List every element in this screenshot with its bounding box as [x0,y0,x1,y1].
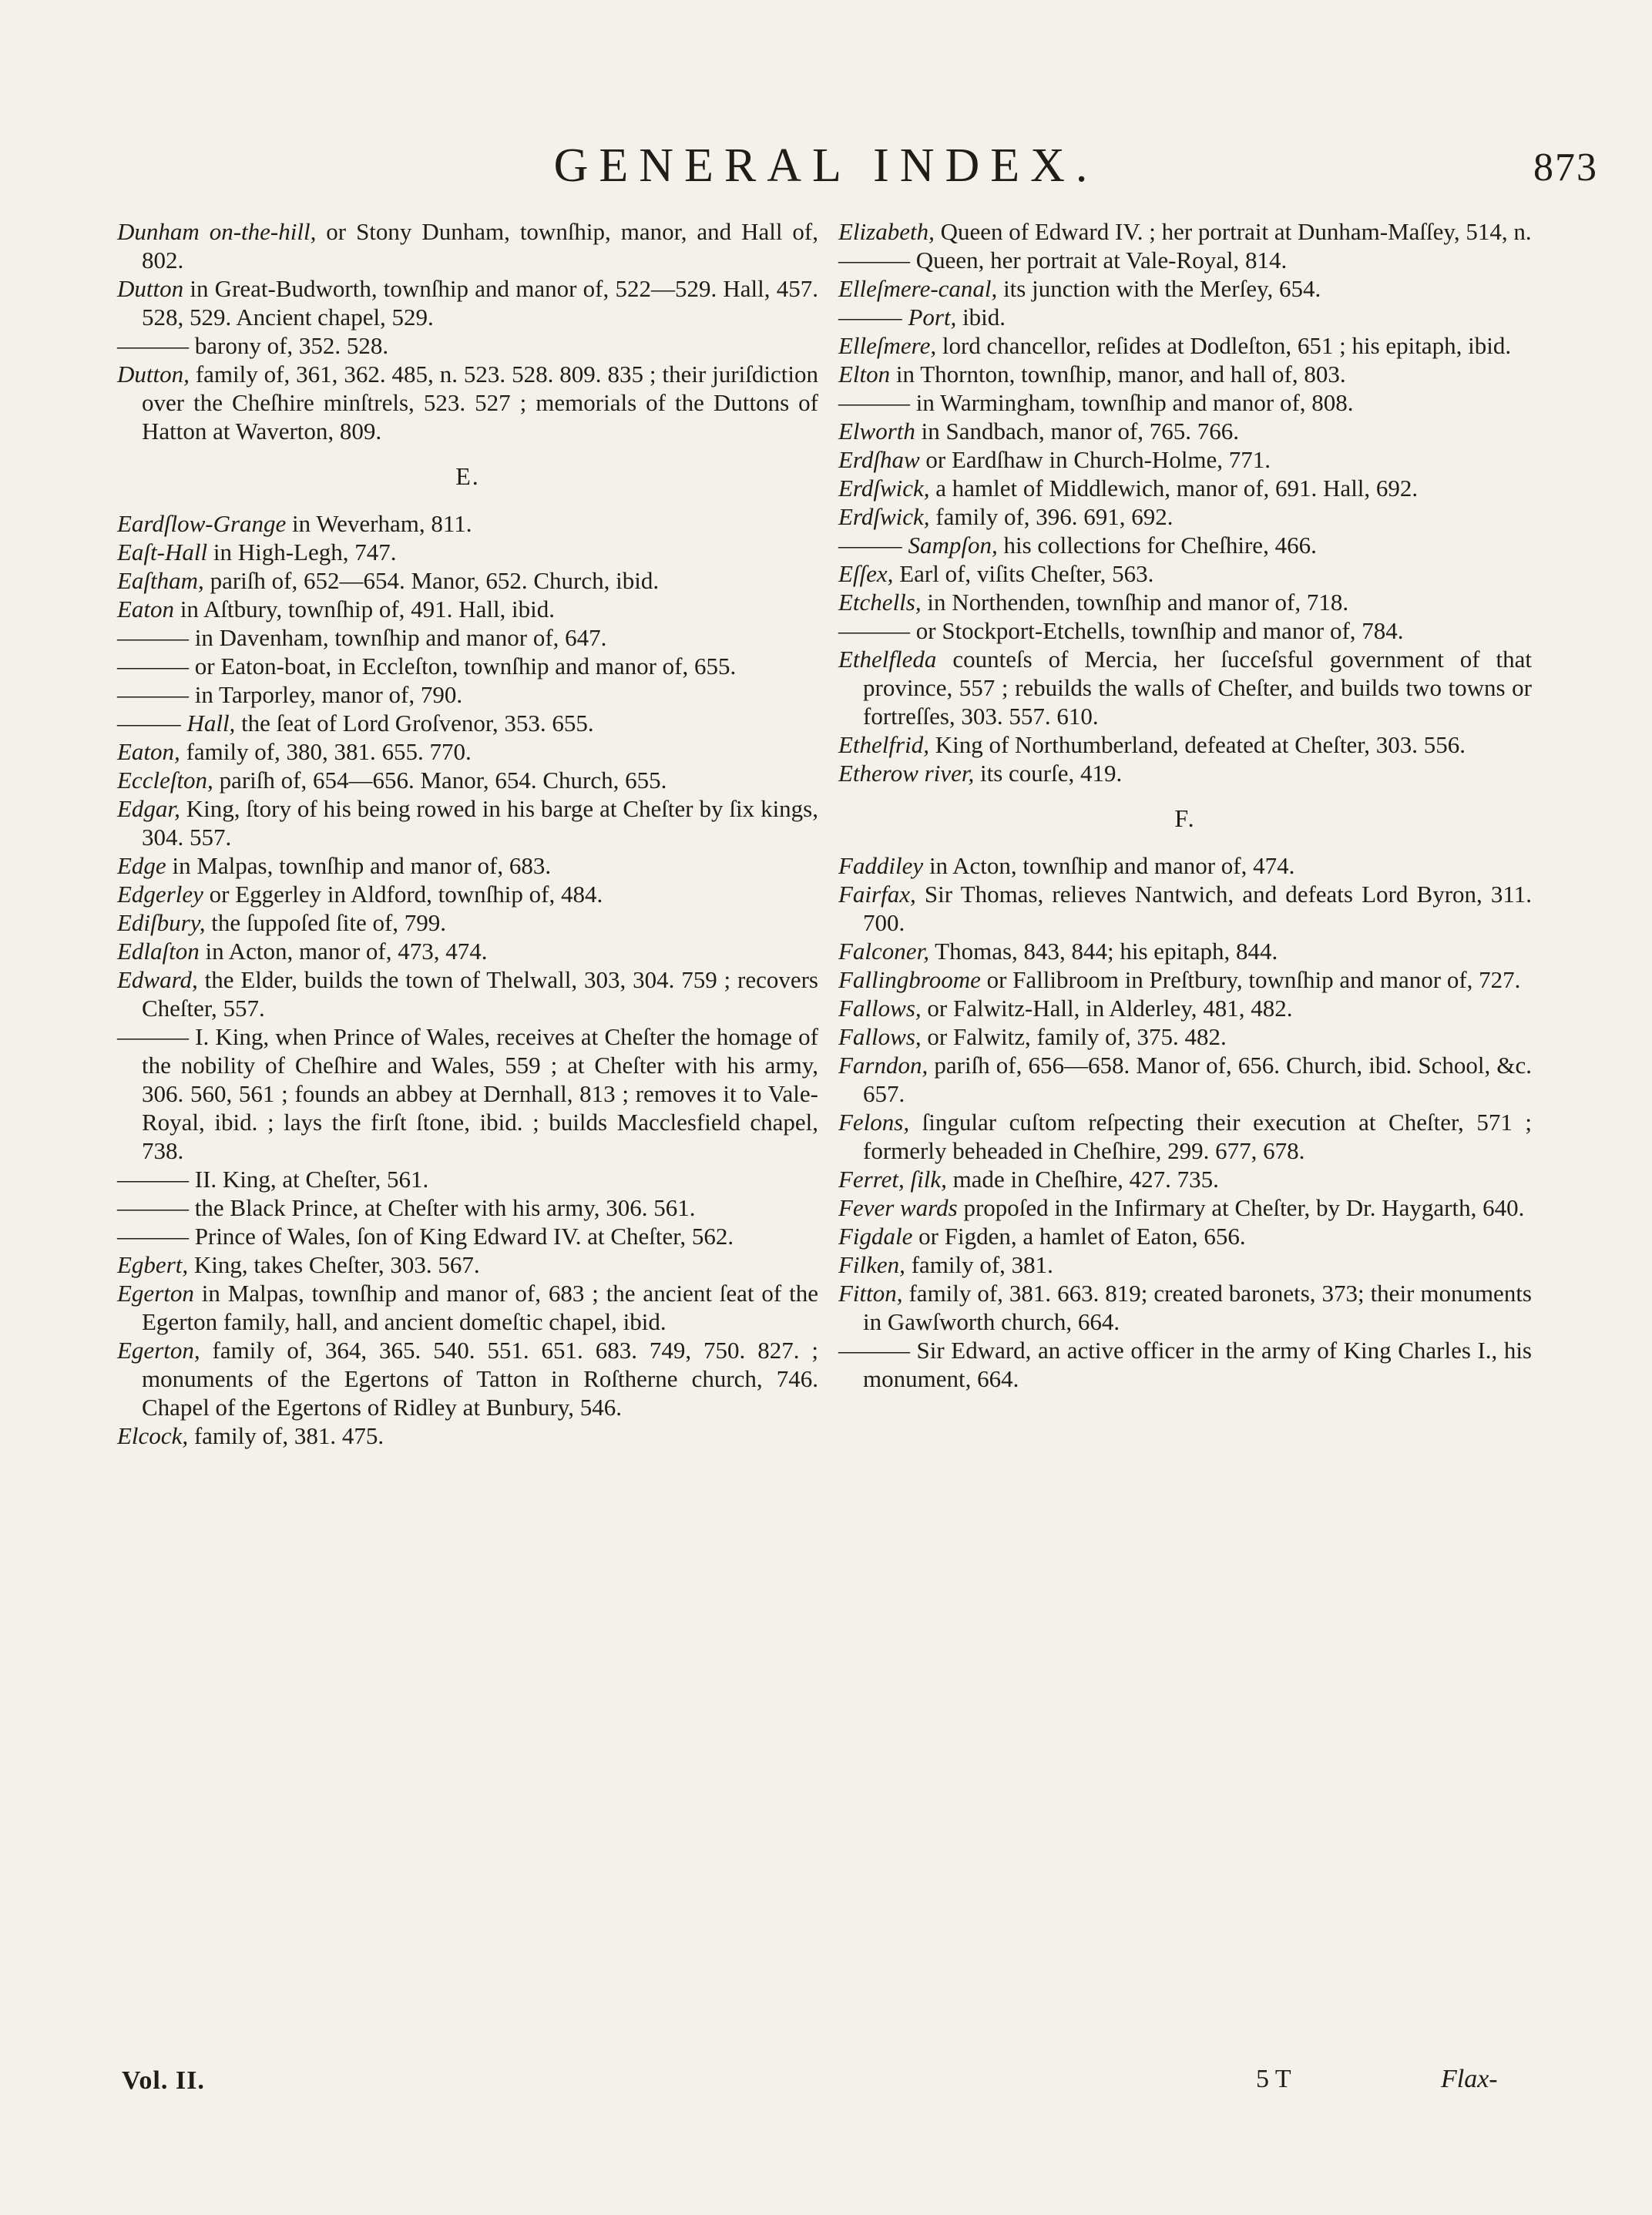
entry-headword: ——— Sampſon, [838,532,998,559]
entry-text: or Falwitz-Hall, in Alderley, 481, 482. [921,995,1293,1022]
entry-headword: Egbert, [117,1251,189,1278]
entry-headword: ——— [838,617,910,644]
entry-text: propoſed in the Infirmary at Cheſter, by Dr. Haygarth, 640. [957,1194,1525,1221]
index-entry [117,217,818,274]
entry-text: in Acton, manor of, 473, 474. [199,938,488,965]
entry-headword: Elcock, [117,1422,189,1449]
index-entry [117,709,818,737]
entry-headword: ——— [117,1023,189,1050]
index-entry [117,794,818,851]
index-entry [117,766,818,794]
index-entry [838,1022,1532,1051]
right-column [838,217,1532,1393]
entry-headword: Etchells, [838,589,922,616]
entry-headword: Erdſhaw [838,446,920,473]
entry-text: Queen, her portrait at Vale-Royal, 814. [910,247,1288,274]
index-entry [117,851,818,880]
entry-headword: ——— Hall, [117,710,236,737]
entry-text: the ſuppoſed ſite of, 799. [205,909,447,936]
right-entries-top [838,217,1532,787]
entry-headword: Fallingbroome [838,966,981,993]
entry-text: or Falwitz, family of, 375. 482. [921,1023,1227,1050]
index-entry [838,730,1532,759]
entry-text: ibid. [956,304,1006,331]
index-entry [117,595,818,623]
entry-headword: Fever wards [838,1194,958,1221]
entry-headword: ——— [117,624,189,651]
entry-headword: ——— Port, [838,304,957,331]
entry-text: in Weverham, 811. [286,510,472,537]
index-entry [838,1165,1532,1193]
entry-text: ſingular cuſtom reſpecting their execution at Cheſter, 571 ; formerly beheaded in Cheſhire, 299. 677, 678. [863,1109,1532,1164]
index-entry [838,616,1532,645]
entry-text: or Stony Dunham, townſhip, manor, and Hall of, 802. [142,218,818,274]
entry-headword: Filken, [838,1251,905,1278]
index-entry [117,360,818,445]
entry-headword: Edge [117,852,166,879]
left-entries-top [117,217,818,445]
entry-headword: Elleſmere-canal, [838,275,998,302]
entry-headword: ——— [117,653,189,680]
entry-headword: Fallows, [838,1023,922,1050]
entry-headword: Ethelfleda [838,646,937,673]
index-entry [838,388,1532,417]
entry-headword: Eaſtham, [117,567,204,594]
index-entry [117,1336,818,1421]
entry-text: King, takes Cheſter, 303. 567. [188,1251,480,1278]
left-entries-e [117,509,818,1450]
entry-headword: Edgar, [117,795,180,822]
entry-text: family of, 381. 475. [188,1422,384,1449]
index-entry [838,965,1532,994]
entry-headword: ——— [117,1194,189,1221]
index-entry [117,1250,818,1279]
entry-text: barony of, 352. 528. [189,332,389,359]
entry-headword: Falconer, [838,938,929,965]
entry-headword: Ediſbury, [117,909,206,936]
entry-text: in Aſtbury, townſhip of, 491. Hall, ibid. [174,596,556,623]
index-entry [117,566,818,595]
entry-text: his collections for Cheſhire, 466. [997,532,1317,559]
entry-headword: Ethelfrid, [838,731,929,758]
entry-text: the Elder, builds the town of Thelwall, 303, 304. 759 ; recovers Cheſter, 557. [142,966,818,1022]
index-entry [838,531,1532,559]
entry-headword: Elizabeth, [838,218,935,245]
entry-headword: Egerton [117,1280,194,1307]
index-entry [838,645,1532,730]
entry-text: or Stockport-Etchells, townſhip and manor of, 784. [910,617,1404,644]
entry-text: in High-Legh, 747. [207,539,397,565]
index-entry [117,908,818,937]
catchword: Flax- [1441,2065,1498,2093]
entry-text: Sir Edward, an active officer in the army of King Charles I., his monument, 664. [863,1337,1532,1392]
entry-text: its junction with the Merſey, 654. [997,275,1321,302]
index-entry [117,880,818,908]
index-entry [117,937,818,965]
index-entry [838,937,1532,965]
entry-text: pariſh of, 652—654. Manor, 652. Church, ibid. [203,567,660,594]
entry-text: Thomas, 843, 844; his epitaph, 844. [928,938,1278,965]
entry-text: in Thornton, townſhip, manor, and hall of, 803. [890,361,1346,388]
entry-headword: ——— [838,389,910,416]
entry-headword: Fairfax, [838,881,916,908]
entry-headword: Faddiley [838,852,924,879]
index-entry [838,1222,1532,1250]
entry-headword: Eaſt-Hall [117,539,208,565]
index-entry [117,1421,818,1450]
entry-text: pariſh of, 654—656. Manor, 654. Church, 655. [213,767,667,794]
index-entry [117,1222,818,1250]
entry-text: King, ſtory of his being rowed in his barge at Cheſter by ſix kings, 304. 557. [142,795,818,851]
index-entry [117,274,818,331]
entry-text: in Acton, townſhip and manor of, 474. [923,852,1295,879]
entry-text: or Eggerley in Aldford, townſhip of, 484. [203,881,603,908]
page-number: 873 [1533,146,1598,190]
section-heading-f: F. [1174,804,1196,832]
entry-headword: ——— [838,1337,910,1364]
index-entry [838,588,1532,616]
running-title: GENERAL INDEX. [553,139,1099,192]
index-entry [838,217,1532,246]
entry-text: in Davenham, townſhip and manor of, 647. [189,624,607,651]
entry-text: or Eaton-boat, in Eccleſton, townſhip and manor of, 655. [189,653,737,680]
left-column [117,217,818,1450]
entry-headword: Eſſex, [838,560,894,587]
index-entry [838,1193,1532,1222]
entry-text: family of, 381. [905,1251,1053,1278]
index-entry [117,737,818,766]
index-entry [838,1336,1532,1393]
index-entry [117,509,818,538]
index-entry [838,474,1532,502]
entry-text: or Fallibroom in Preſtbury, townſhip and manor of, 727. [980,966,1521,993]
entry-text: in Malpas, townſhip and manor of, 683 ; the ancient ſeat of the Egerton family, hall, and ancient domeſtic chapel, ibid. [142,1280,818,1335]
entry-headword: Elworth [838,418,915,445]
entry-headword: Fallows, [838,995,922,1022]
index-entry [838,274,1532,303]
entry-text: Earl of, viſits Cheſter, 563. [893,560,1154,587]
entry-headword: Figdale [838,1223,913,1250]
entry-headword: Dutton [117,275,184,302]
index-entry [838,1108,1532,1165]
entry-headword: ——— [117,332,189,359]
entry-headword: Fitton, [838,1280,903,1307]
entry-text: in Northenden, townſhip and manor of, 718. [921,589,1349,616]
entry-text: or Figden, a hamlet of Eaton, 656. [912,1223,1246,1250]
entry-headword: Eaton [117,596,175,623]
entry-headword: Dutton, [117,361,190,388]
entry-headword: Dunham on-the-hill, [117,218,317,245]
entry-text: in Great-Budworth, townſhip and manor of, 522—529. Hall, 457. 528, 529. Ancient chapel, 529. [142,275,818,331]
index-entry [117,680,818,709]
entry-text: in Tarporley, manor of, 790. [189,681,463,708]
index-entry [838,331,1532,360]
entry-text: pariſh of, 656—658. Manor of, 656. Church, ibid. School, &c. 657. [863,1052,1532,1107]
index-entry [117,623,818,652]
index-entry [117,1279,818,1336]
entry-headword: Farndon, [838,1052,928,1079]
entry-headword: Elleſmere, [838,332,937,359]
entry-text: its courſe, 419. [974,760,1123,787]
index-entry [117,1193,818,1222]
index-entry [838,1279,1532,1336]
index-entry [117,331,818,360]
index-entry [117,652,818,680]
entry-text: counteſs of Mercia, her ſucceſsful government of that province, 557 ; rebuilds the walls of Cheſter, and builds two towns or fortreſſes, 303. 557. 610. [863,646,1532,730]
entry-headword: ——— [838,247,910,274]
index-entry [838,994,1532,1022]
entry-text: the Black Prince, at Cheſter with his army, 306. 561. [189,1194,696,1221]
entry-text: Prince of Wales, ſon of King Edward IV. at Cheſter, 562. [189,1223,734,1250]
index-entry [838,759,1532,787]
entry-text: I. King, when Prince of Wales, receives at Cheſter the homage of the nobility of Cheſhire and Wales, 559 ; at Cheſter with his army, 306. 560, 561 ; founds an abbey at Dernhall, 813 ; removes it to Vale-Royal, ibid. ; lays the firſt ſtone, ibid. ; builds Macclesfield chapel, 738. [142,1023,818,1164]
entry-text: family of, 381. 663. 819; created baronets, 373; their monuments in Gawſworth church, 664. [863,1280,1532,1335]
index-entry [838,417,1532,445]
index-entry [117,965,818,1022]
entry-text: lord chancellor, reſides at Dodleſton, 651 ; his epitaph, ibid. [936,332,1512,359]
signature-mark: 5 T [1256,2065,1291,2093]
index-entry [838,1250,1532,1279]
entry-text: family of, 364, 365. 540. 551. 651. 683. 749, 750. 827. ; monuments of the Egertons of Tatton in Roſtherne church, 746. Chapel of the Egertons of Ridley at Bunbury, 546. [142,1337,818,1421]
entry-text: II. King, at Cheſter, 561. [189,1166,429,1193]
entry-headword: ——— [117,1166,189,1193]
entry-text: made in Cheſhire, 427. 735. [946,1166,1219,1193]
entry-headword: Edlaſton [117,938,200,965]
entry-text: King of Northumberland, defeated at Cheſter, 303. 556. [928,731,1466,758]
entry-text: family of, 361, 362. 485, n. 523. 528. 809. 835 ; their juriſdiction over the Cheſhire minſtrels, 523. 527 ; memorials of the Duttons of Hatton at Waverton, 809. [142,361,818,445]
entry-text: Sir Thomas, relieves Nantwich, and defeats Lord Byron, 311. 700. [863,881,1532,936]
entry-text: in Warmingham, townſhip and manor of, 808. [910,389,1354,416]
entry-text: the ſeat of Lord Groſvenor, 353. 655. [235,710,594,737]
entry-text: family of, 380, 381. 655. 770. [180,738,472,765]
entry-text: a hamlet of Middlewich, manor of, 691. Hall, 692. [929,475,1419,502]
entry-headword: Egerton, [117,1337,200,1364]
index-entry [117,1022,818,1165]
index-entry [838,851,1532,880]
index-entry [838,303,1532,331]
index-entry [117,1165,818,1193]
index-entry [838,502,1532,531]
entry-headword: Felons, [838,1109,910,1136]
entry-headword: Edward, [117,966,198,993]
entry-text: family of, 396. 691, 692. [929,503,1174,530]
entry-headword: Elton [838,361,891,388]
entry-headword: Eardſlow-Grange [117,510,287,537]
index-entry [838,445,1532,474]
entry-text: in Sandbach, manor of, 765. 766. [915,418,1240,445]
index-entry [117,538,818,566]
entry-text: Queen of Edward IV. ; her portrait at Dunham-Maſſey, 514, n. [934,218,1532,245]
entry-text: in Malpas, townſhip and manor of, 683. [166,852,552,879]
entry-headword: ——— [117,1223,189,1250]
entry-headword: ——— [117,681,189,708]
index-entry [838,559,1532,588]
section-heading-e: E. [455,462,480,490]
entry-headword: Eaton, [117,738,180,765]
entry-headword: Erdſwick, [838,475,930,502]
index-entry [838,246,1532,274]
entry-headword: Eccleſton, [117,767,213,794]
index-entry [838,1051,1532,1108]
index-entry [838,360,1532,388]
entry-text: or Eardſhaw in Church-Holme, 771. [919,446,1271,473]
right-entries-f [838,851,1532,1393]
entry-headword: Erdſwick, [838,503,930,530]
index-entry [838,880,1532,937]
entry-headword: Edgerley [117,881,203,908]
entry-headword: Ferret, ſilk, [838,1166,947,1193]
volume-label: Vol. II. [122,2066,205,2095]
entry-headword: Etherow river, [838,760,975,787]
